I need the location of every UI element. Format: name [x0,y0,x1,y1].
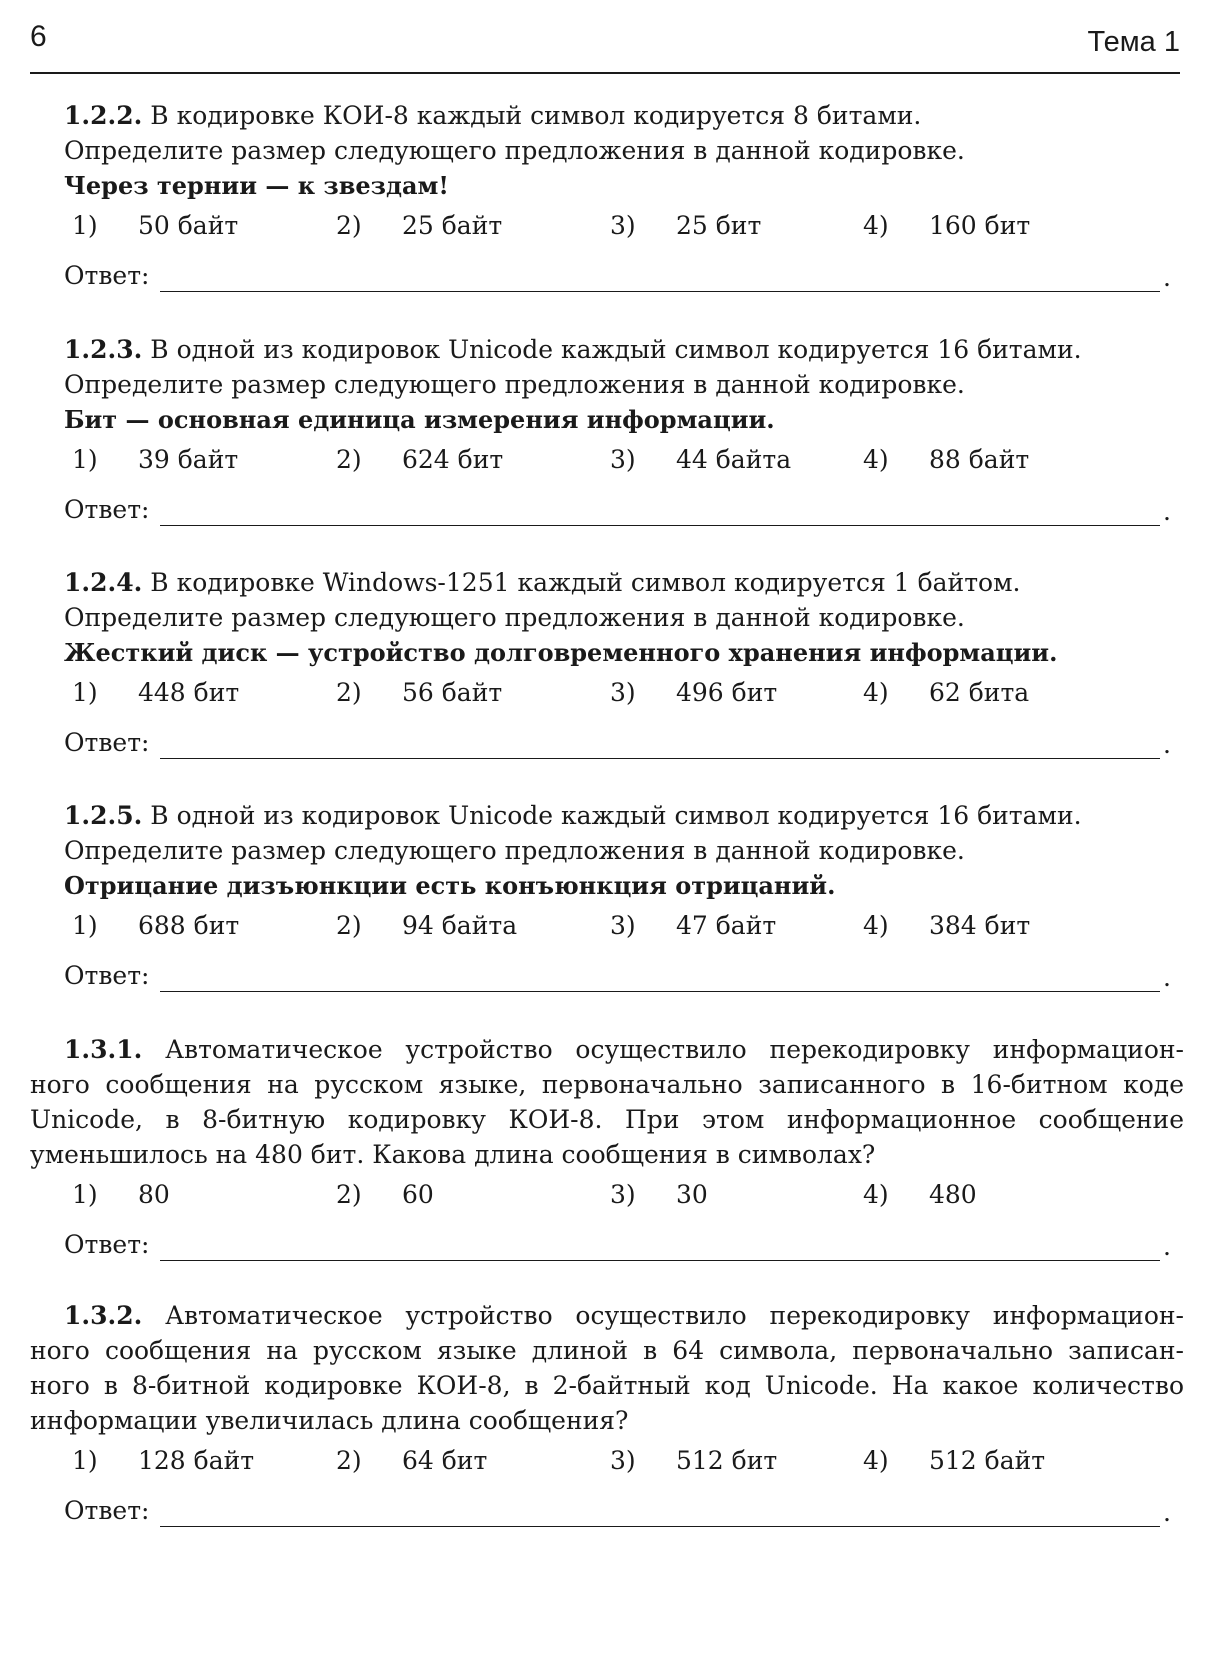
task-text-line: уменьшилось на 480 бит. Какова длина сообщения в символах? [30,1140,876,1169]
task-phrase: Бит — основная единица измерения информации. [64,405,775,434]
task-text-line: ного сообщения на русском языке длиной в 64 символа, первоначально записан- [30,1336,1184,1365]
option-2[interactable]: 2) 624 бит [336,445,504,474]
answer-label: Ответ: [64,961,150,990]
answer-line[interactable] [160,1526,1160,1527]
task-number: 1.2.5. [64,801,143,830]
answer-row [64,1496,1184,1536]
answer-period: . [1163,497,1171,526]
answer-label: Ответ: [64,1230,150,1259]
task-text-line: 1.3.1. Автоматическое устройство осуществило перекодировку информацион- [64,1035,1184,1064]
answer-label: Ответ: [64,261,150,290]
task-1-2-4 [64,565,1182,768]
option-4[interactable]: 4) 480 [863,1180,977,1209]
header-rule [30,72,1180,74]
option-3[interactable]: 3) 25 бит [610,211,762,240]
answer-line[interactable] [160,291,1160,292]
task-number: 1.2.2. [64,101,143,130]
option-2[interactable]: 2) 94 байта [336,911,518,940]
answer-period: . [1163,963,1171,992]
task-number: 1.2.3. [64,335,143,364]
task-phrase: Через тернии — к звездам! [64,171,449,200]
answer-period: . [1163,263,1171,292]
option-1[interactable]: 1) 688 бит [72,911,240,940]
option-2[interactable]: 2) 64 бит [336,1446,488,1475]
answer-period: . [1163,1232,1171,1261]
page-number: 6 [30,20,47,53]
option-4[interactable]: 4) 88 байт [863,445,1030,474]
option-2[interactable]: 2) 56 байт [336,678,503,707]
task-1-2-3 [64,332,1182,535]
options-row [64,445,1182,485]
answer-row [64,1230,1184,1270]
task-text-line: Определите размер следующего предложения в данной кодировке. [64,136,965,165]
option-3[interactable]: 3) 512 бит [610,1446,778,1475]
option-2[interactable]: 2) 60 [336,1180,434,1209]
task-text-line: 1.3.2. Автоматическое устройство осуществило перекодировку информацион- [64,1301,1184,1330]
answer-label: Ответ: [64,728,150,757]
task-phrase: Отрицание дизъюнкции есть конъюнкция отрицаний. [64,871,836,900]
answer-period: . [1163,730,1171,759]
option-3[interactable]: 3) 496 бит [610,678,778,707]
task-text-line: информации увеличилась длина сообщения? [30,1406,629,1435]
option-4[interactable]: 4) 62 бита [863,678,1030,707]
answer-row [64,495,1182,535]
answer-row [64,728,1182,768]
task-1-3-2 [30,1298,1184,1536]
option-1[interactable]: 1) 50 байт [72,211,239,240]
theme-label: Тема 1 [1087,26,1180,58]
option-1[interactable]: 1) 128 байт [72,1446,255,1475]
option-3[interactable]: 3) 44 байта [610,445,792,474]
answer-row [64,961,1182,1001]
task-text-line: Определите размер следующего предложения в данной кодировке. [64,603,965,632]
task-text-line: ного в 8-битной кодировке КОИ-8, в 2-байтный код Unicode. На какое количество [30,1371,1184,1400]
task-text-line: Определите размер следующего предложения в данной кодировке. [64,370,965,399]
answer-label: Ответ: [64,495,150,524]
options-row [64,1180,1184,1220]
option-3[interactable]: 3) 47 байт [610,911,777,940]
task-1-3-1 [30,1032,1184,1270]
task-1-2-2 [64,98,1182,301]
options-row [64,911,1182,951]
task-phrase: Жесткий диск — устройство долговременного хранения информации. [64,638,1058,667]
answer-label: Ответ: [64,1496,150,1525]
option-1[interactable]: 1) 39 байт [72,445,239,474]
task-text-line: 1.2.2. В кодировке КОИ-8 каждый символ кодируется 8 битами. [64,101,922,130]
task-text-line: 1.2.5. В одной из кодировок Unicode каждый символ кодируется 16 битами. [64,801,1082,830]
option-4[interactable]: 4) 384 бит [863,911,1031,940]
answer-line[interactable] [160,991,1160,992]
answer-row [64,261,1182,301]
answer-line[interactable] [160,525,1160,526]
task-text-line: Unicode, в 8-битную кодировку КОИ-8. При этом информационное сообщение [30,1105,1184,1134]
task-text-line: 1.2.4. В кодировке Windows-1251 каждый символ кодируется 1 байтом. [64,568,1021,597]
option-2[interactable]: 2) 25 байт [336,211,503,240]
task-number: 1.3.1. [64,1035,143,1064]
option-4[interactable]: 4) 160 бит [863,211,1031,240]
option-1[interactable]: 1) 448 бит [72,678,240,707]
answer-line[interactable] [160,758,1160,759]
task-number: 1.2.4. [64,568,143,597]
option-4[interactable]: 4) 512 байт [863,1446,1046,1475]
options-row [64,211,1182,251]
options-row [64,1446,1184,1486]
task-number: 1.3.2. [64,1301,143,1330]
option-1[interactable]: 1) 80 [72,1180,170,1209]
options-row [64,678,1182,718]
answer-line[interactable] [160,1260,1160,1261]
task-text-line: ного сообщения на русском языке, первоначально записанного в 16-битном коде [30,1070,1184,1099]
task-text-line: 1.2.3. В одной из кодировок Unicode каждый символ кодируется 16 битами. [64,335,1082,364]
task-1-2-5 [64,798,1182,1001]
answer-period: . [1163,1498,1171,1527]
task-text-line: Определите размер следующего предложения в данной кодировке. [64,836,965,865]
option-3[interactable]: 3) 30 [610,1180,708,1209]
